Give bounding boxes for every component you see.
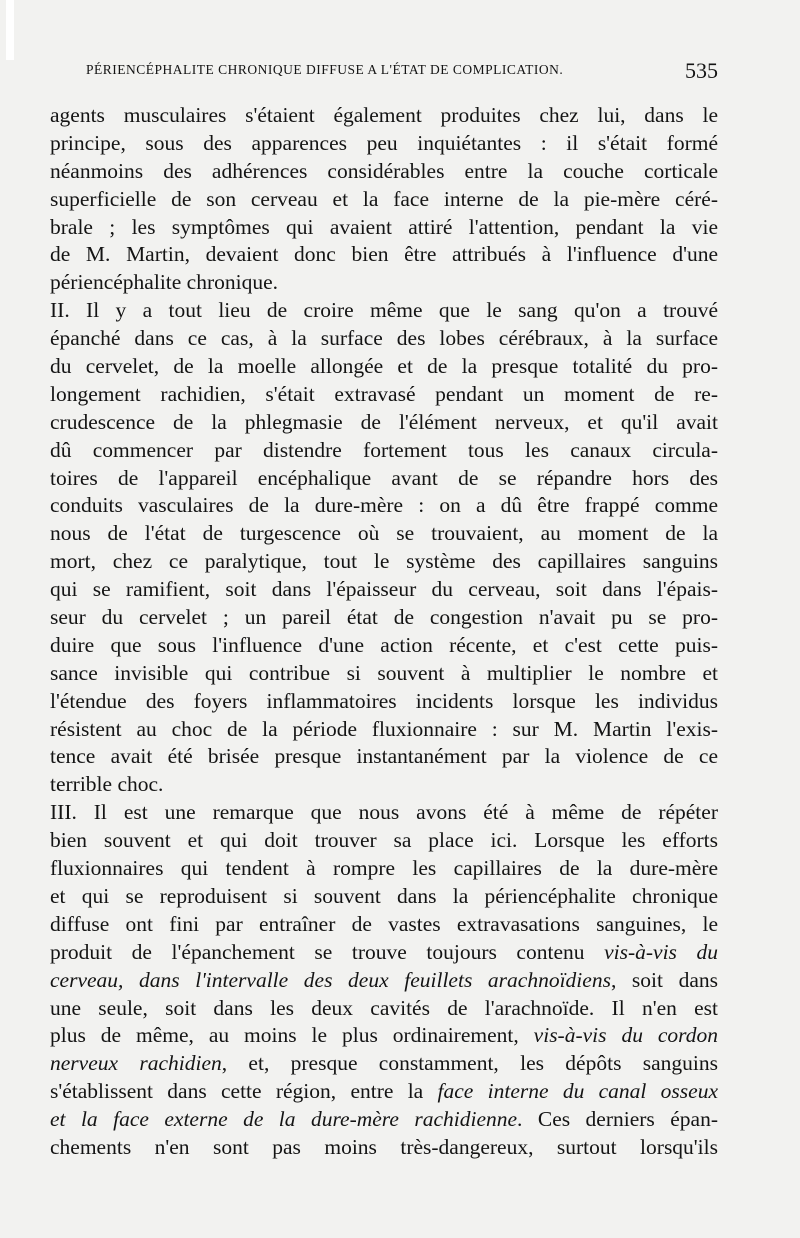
text-segment: III. Il est une remarque que nous avons été à même de répéter [50, 800, 718, 825]
text-segment: seur du cervelet ; un pareil état de congestion n'avait pu se pro- [50, 605, 718, 630]
text-segment: , soit dans [610, 967, 718, 992]
text-line [50, 995, 718, 1023]
text-line [50, 716, 718, 744]
text-line [50, 214, 718, 242]
text-line [50, 1106, 718, 1134]
italic-text: nerveux rachidien [50, 1051, 222, 1076]
text-line [50, 771, 718, 799]
text-line [50, 520, 718, 548]
italic-text: vis-à-vis du [604, 939, 718, 964]
text-line [50, 1078, 718, 1106]
text-segment: périencéphalite chronique. [50, 270, 279, 295]
text-line [50, 465, 718, 493]
text-line [50, 437, 718, 465]
text-line [50, 186, 718, 214]
text-line [50, 297, 718, 325]
text-line [50, 660, 718, 688]
text-segment: qui se ramifient, soit dans l'épaisseur du cerveau, soit dans l'épais- [50, 577, 718, 602]
text-line [50, 381, 718, 409]
text-segment: superficielle de son cerveau et la face interne de la pie-mère céré- [50, 186, 718, 211]
text-segment: épanché dans ce cas, à la surface des lobes cérébraux, à la surface [50, 326, 718, 351]
text-segment: dû commencer par distendre fortement tous les canaux circula- [50, 437, 718, 462]
text-segment: néanmoins des adhérences considérables entre la couche corticale [50, 158, 718, 183]
text-line [50, 409, 718, 437]
text-segment: crudescence de la phlegmasie de l'élément nerveux, et qu'il avait [50, 409, 718, 434]
text-line [50, 827, 718, 855]
text-line [50, 353, 718, 381]
text-segment: chements n'en sont pas moins très-dangereux, surtout lorsqu'ils [50, 1134, 718, 1159]
text-segment: longement rachidien, s'était extravasé pendant un moment de re- [50, 381, 718, 406]
text-segment: duire que sous l'influence d'une action récente, et c'est cette puis- [50, 632, 718, 657]
text-line [50, 1050, 718, 1078]
text-line [50, 688, 718, 716]
text-segment: II. Il y a tout lieu de croire même que le sang qu'on a trouvé [50, 298, 718, 323]
text-segment: tence avait été brisée presque instantanément par la violence de ce [50, 744, 718, 769]
text-line [50, 548, 718, 576]
text-line [50, 799, 718, 827]
italic-text: cerveau, dans l'intervalle des deux feuillets arachnoïdiens [50, 967, 611, 992]
page-number: 535 [685, 58, 718, 83]
text-segment: , et, presque constamment, les dépôts sanguins [221, 1051, 718, 1076]
text-line [50, 743, 718, 771]
text-line [50, 102, 718, 130]
text-segment: bien souvent et qui doit trouver sa place ici. Lorsque les efforts [50, 828, 718, 853]
page-edge [6, 0, 14, 60]
text-line [50, 967, 718, 995]
text-segment: agents musculaires s'étaient également produites chez lui, dans le [50, 103, 718, 127]
text-segment: s'établissent dans cette région, entre la [50, 1079, 438, 1104]
text-line [50, 911, 718, 939]
text-segment: conduits vasculaires de la dure-mère : on a dû être frappé comme [50, 493, 718, 518]
text-line [50, 939, 718, 967]
text-segment: l'étendue des foyers inflammatoires incidents lorsque les individus [50, 688, 718, 713]
text-line [50, 883, 718, 911]
text-segment: nous de l'état de turgescence où se trouvaient, au moment de la [50, 521, 718, 546]
text-line [50, 158, 718, 186]
running-head: PÉRIENCÉPHALITE CHRONIQUE DIFFUSE A L'ÉTAT DE COMPLICATION. [86, 62, 564, 77]
text-line [50, 269, 718, 297]
text-segment: résistent au choc de la période fluxionnaire : sur M. Martin l'exis- [50, 716, 718, 741]
text-segment: toires de l'appareil encéphalique avant de se répandre hors des [50, 465, 718, 490]
text-segment: . Ces derniers épan- [517, 1107, 718, 1132]
text-line [50, 855, 718, 883]
text-segment: de M. Martin, devaient donc bien être attribués à l'influence d'une [50, 242, 718, 267]
italic-text: face interne du canal osseux [437, 1079, 718, 1104]
text-segment: plus de même, au moins le plus ordinairement, [50, 1023, 534, 1048]
text-segment: brale ; les symptômes qui avaient attiré l'attention, pendant la vie [50, 214, 718, 239]
text-segment: fluxionnaires qui tendent à rompre les capillaires de la dure-mère [50, 856, 718, 881]
text-line [50, 492, 718, 520]
text-segment: diffuse ont fini par entraîner de vastes extravasations sanguines, le [50, 911, 718, 936]
text-segment: une seule, soit dans les deux cavités de l'arachnoïde. Il n'en est [50, 995, 718, 1020]
body-text [50, 102, 718, 1162]
italic-text: vis-à-vis du cordon [533, 1023, 718, 1048]
text-line [50, 1134, 718, 1162]
text-line [50, 632, 718, 660]
text-line [50, 576, 718, 604]
text-segment: sance invisible qui contribue si souvent à multiplier le nombre et [50, 660, 718, 685]
text-line [50, 130, 718, 158]
text-line [50, 1022, 718, 1050]
text-line [50, 241, 718, 269]
text-segment: terrible choc. [50, 772, 164, 797]
text-line [50, 325, 718, 353]
text-segment: mort, chez ce paralytique, tout le système des capillaires sanguins [50, 549, 718, 574]
text-line [50, 604, 718, 632]
text-segment: principe, sous des apparences peu inquiétantes : il s'était formé [50, 130, 718, 155]
text-segment: et qui se reproduisent si souvent dans la périencéphalite chronique [50, 883, 718, 908]
text-segment: produit de l'épanchement se trouve toujours contenu [50, 939, 605, 964]
italic-text: et la face externe de la dure-mère rachidienne [50, 1107, 518, 1132]
text-segment: du cervelet, de la moelle allongée et de la presque totalité du pro- [50, 354, 718, 379]
